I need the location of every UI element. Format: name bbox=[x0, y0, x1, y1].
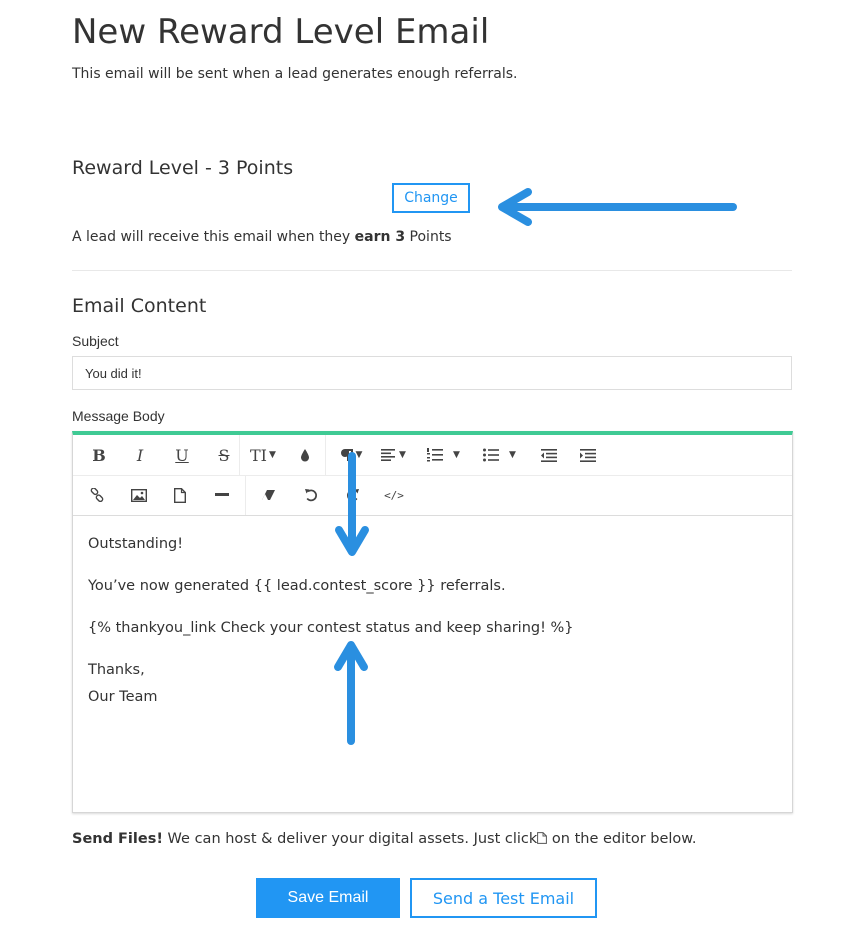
page-subtitle: This email will be sent when a lead generates enough referrals. bbox=[72, 66, 518, 82]
reward-desc-prefix: A lead will receive this email when they bbox=[72, 229, 355, 245]
underline-icon[interactable]: U bbox=[175, 445, 189, 465]
strikethrough-icon[interactable]: S bbox=[218, 445, 230, 465]
editor-line: Our Team bbox=[88, 689, 158, 705]
editor-line: Outstanding! bbox=[88, 536, 184, 552]
arrow-up-icon bbox=[338, 645, 364, 741]
bold-icon[interactable]: B bbox=[92, 445, 106, 465]
reward-desc-suffix: Points bbox=[405, 229, 452, 245]
code-view-icon[interactable]: </> bbox=[384, 488, 404, 502]
reward-desc-bold: earn 3 bbox=[354, 229, 406, 245]
send-files-text: We can host & deliver your digital assets. Just click bbox=[162, 831, 538, 847]
chevron-down-icon: ▼ bbox=[355, 450, 363, 460]
arrow-left-icon bbox=[502, 192, 733, 222]
italic-icon[interactable]: I bbox=[136, 445, 144, 465]
editor-line: You’ve now generated {{ lead.contest_score }} referrals. bbox=[88, 578, 506, 594]
chevron-down-icon: ▼ bbox=[399, 450, 406, 460]
send-files-text-after: on the editor below. bbox=[547, 831, 697, 847]
reward-level-heading: Reward Level - 3 Points bbox=[72, 157, 294, 179]
subject-label: Subject bbox=[72, 333, 119, 349]
editor-line: Thanks, bbox=[88, 662, 145, 678]
chevron-down-icon: ▼ bbox=[509, 450, 516, 460]
chevron-down-icon: ▼ bbox=[269, 450, 276, 460]
page-title: New Reward Level Email bbox=[72, 12, 490, 52]
send-files-bold: Send Files! bbox=[72, 831, 163, 847]
message-body-label: Message Body bbox=[72, 408, 165, 424]
email-content-heading: Email Content bbox=[72, 295, 207, 317]
arrow-down-icon bbox=[339, 456, 365, 552]
send-test-email-button[interactable]: Send a Test Email bbox=[410, 878, 597, 918]
font-size-glyph: TI bbox=[250, 445, 267, 465]
chevron-down-icon: ▼ bbox=[453, 450, 460, 460]
save-email-button[interactable]: Save Email bbox=[256, 878, 400, 918]
change-button[interactable]: Change bbox=[392, 183, 470, 213]
editor-line: {% thankyou_link Check your contest status and keep sharing! %} bbox=[88, 620, 574, 636]
